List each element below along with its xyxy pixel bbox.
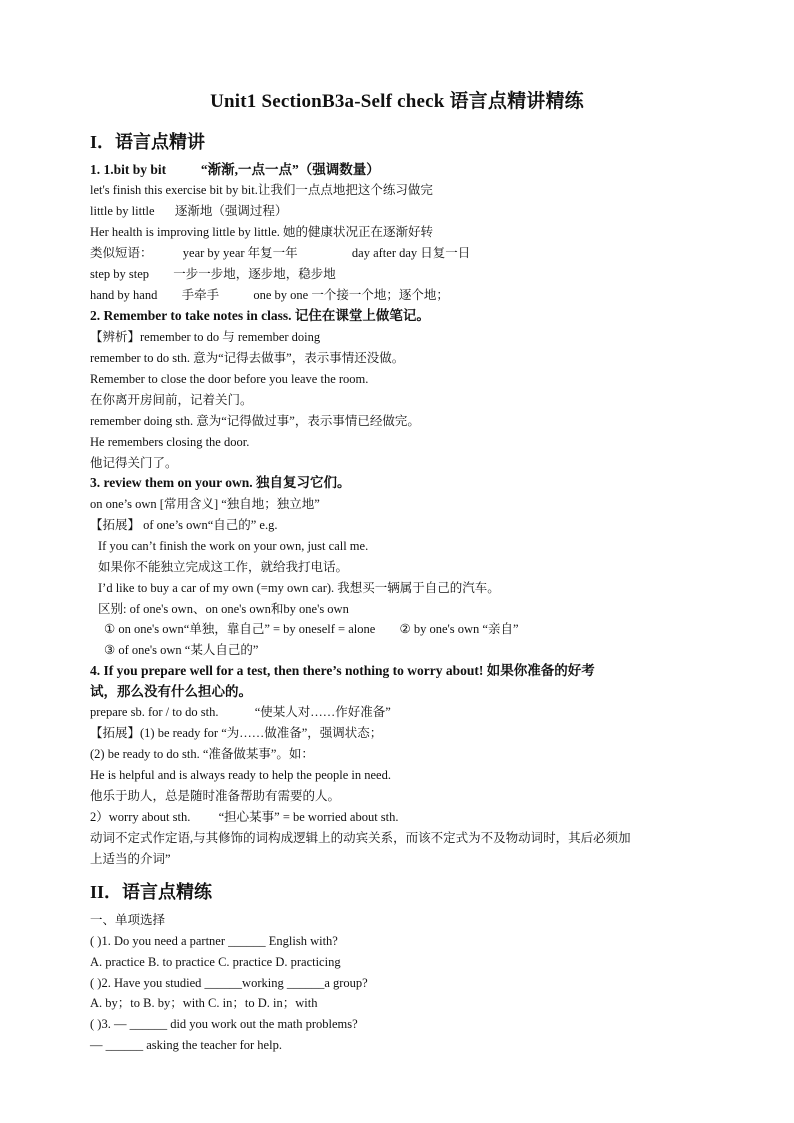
point-1-meaning: “渐渐,一点一点”（强调数量） <box>200 162 380 177</box>
text-line: 动词不定式作定语,与其修饰的词构成逻辑上的动宾关系，而该不定式为不及物动词时，其后必须加 <box>90 831 631 845</box>
text-line: He remembers closing the door. <box>90 435 250 449</box>
label: 类似短语： <box>90 246 153 260</box>
text-line: If you can’t finish the work on your own, just call me. <box>98 539 369 553</box>
text-line: on one’s own [常用含义] “独自地；独立地” <box>90 497 320 511</box>
text-line: 【辨析】remember to do 与 remember doing <box>90 330 321 344</box>
text-line <box>90 809 399 825</box>
text-line: 【拓展】(1) be ready for “为……做准备”，强调状态； <box>90 726 383 740</box>
text-line <box>90 203 287 219</box>
question-1: ( )1. Do you need a partner ______ English with? <box>90 934 338 948</box>
text-line: 他记得关门了。 <box>90 456 178 470</box>
section-heading-2: II．语言点精练 <box>90 882 213 902</box>
question-1-options: A. practice B. to practice C. practice D. practicing <box>90 955 341 969</box>
text-line <box>90 704 391 720</box>
question-3-answer-line: — ______ asking the teacher for help. <box>90 1038 282 1052</box>
text-line: 他乐于助人，总是随时准备帮助有需要的人。 <box>90 789 341 803</box>
exercise-heading: 一、单项选择 <box>90 913 166 927</box>
phrase-meaning: “使某人对……作好准备” <box>254 705 391 719</box>
phrase: 2）worry about sth. <box>90 810 191 824</box>
text-line: 上适当的介词” <box>90 852 171 866</box>
text-line: I’d like to buy a car of my own (=my own car). 我想买一辆属于自己的汽车。 <box>98 581 500 595</box>
phrase: hand by hand <box>90 288 158 302</box>
phrase: one by one 一个接一个地；逐个地； <box>253 288 449 302</box>
question-3: ( )3. — ______ did you work out the math problems? <box>90 1017 358 1031</box>
phrase-meaning: “担心某事” = be worried about sth. <box>218 810 399 824</box>
text-line <box>104 621 519 637</box>
phrase: little by little <box>90 204 155 218</box>
text-line: remember to do sth. 意为“记得去做事”，表示事情还没做。 <box>90 351 405 365</box>
text-line <box>90 287 449 303</box>
point-4-heading-cont: 试，那么没有什么担心的。 <box>90 684 252 699</box>
text-line: let's finish this exercise bit by bit.让我们一点点地把这个练习做完 <box>90 183 433 197</box>
text-line: 【拓展】 of one’s own“自己的” e.g. <box>90 518 278 532</box>
text-line: 在你离开房间前，记着关门。 <box>90 393 253 407</box>
text-line <box>90 245 470 261</box>
point-4-heading: 4. If you prepare well for a test, then there’s nothing to worry about! 如果你准备的好考 <box>90 663 595 678</box>
text-line <box>90 266 336 282</box>
point-1-heading <box>90 162 380 178</box>
question-2: ( )2. Have you studied ______working ______a group? <box>90 976 368 990</box>
text-line: He is helpful and is always ready to help the people in need. <box>90 768 391 782</box>
point-2-heading: 2. Remember to take notes in class. 记住在课堂上做笔记。 <box>90 308 430 323</box>
phrase: step by step <box>90 267 150 281</box>
phrase-meaning: 一步一步地，逐步地，稳步地 <box>173 267 336 281</box>
question-2-options: A. by；to B. by；with C. in；to D. in；with <box>90 996 318 1010</box>
text-line: Her health is improving little by little. 她的健康状况正在逐渐好转 <box>90 225 434 239</box>
text-line: ③ of one's own “某人自己的” <box>104 643 259 657</box>
text-line: (2) be ready to do sth. “准备做某事”。如： <box>90 747 314 761</box>
phrase: day after day 日复一日 <box>351 246 471 260</box>
page-title: Unit1 SectionB3a-Self check 语言点精讲精练 <box>210 91 584 112</box>
text-line: 区别: of one's own、on one's own和by one's own <box>98 602 349 616</box>
phrase-meaning: 逐渐地（强调过程） <box>174 204 288 218</box>
point-1-phrase: 1. 1.bit by bit <box>90 162 167 177</box>
distinction-item: ① on one's own“单独，靠自己” = by oneself = alone <box>104 622 376 636</box>
phrase: prepare sb. for / to do sth. <box>90 705 219 719</box>
phrase-meaning: 手牵手 <box>181 288 220 302</box>
text-line: 如果你不能独立完成这工作，就给我打电话。 <box>98 560 349 574</box>
text-line: remember doing sth. 意为“记得做过事”，表示事情已经做完。 <box>90 414 420 428</box>
section-heading-1: I．语言点精讲 <box>90 132 206 152</box>
point-3-heading: 3. review them on your own. 独自复习它们。 <box>90 475 351 490</box>
phrase: year by year 年复一年 <box>182 246 298 260</box>
text-line: Remember to close the door before you leave the room. <box>90 372 369 386</box>
distinction-item: ② by one's own “亲自” <box>399 622 519 636</box>
